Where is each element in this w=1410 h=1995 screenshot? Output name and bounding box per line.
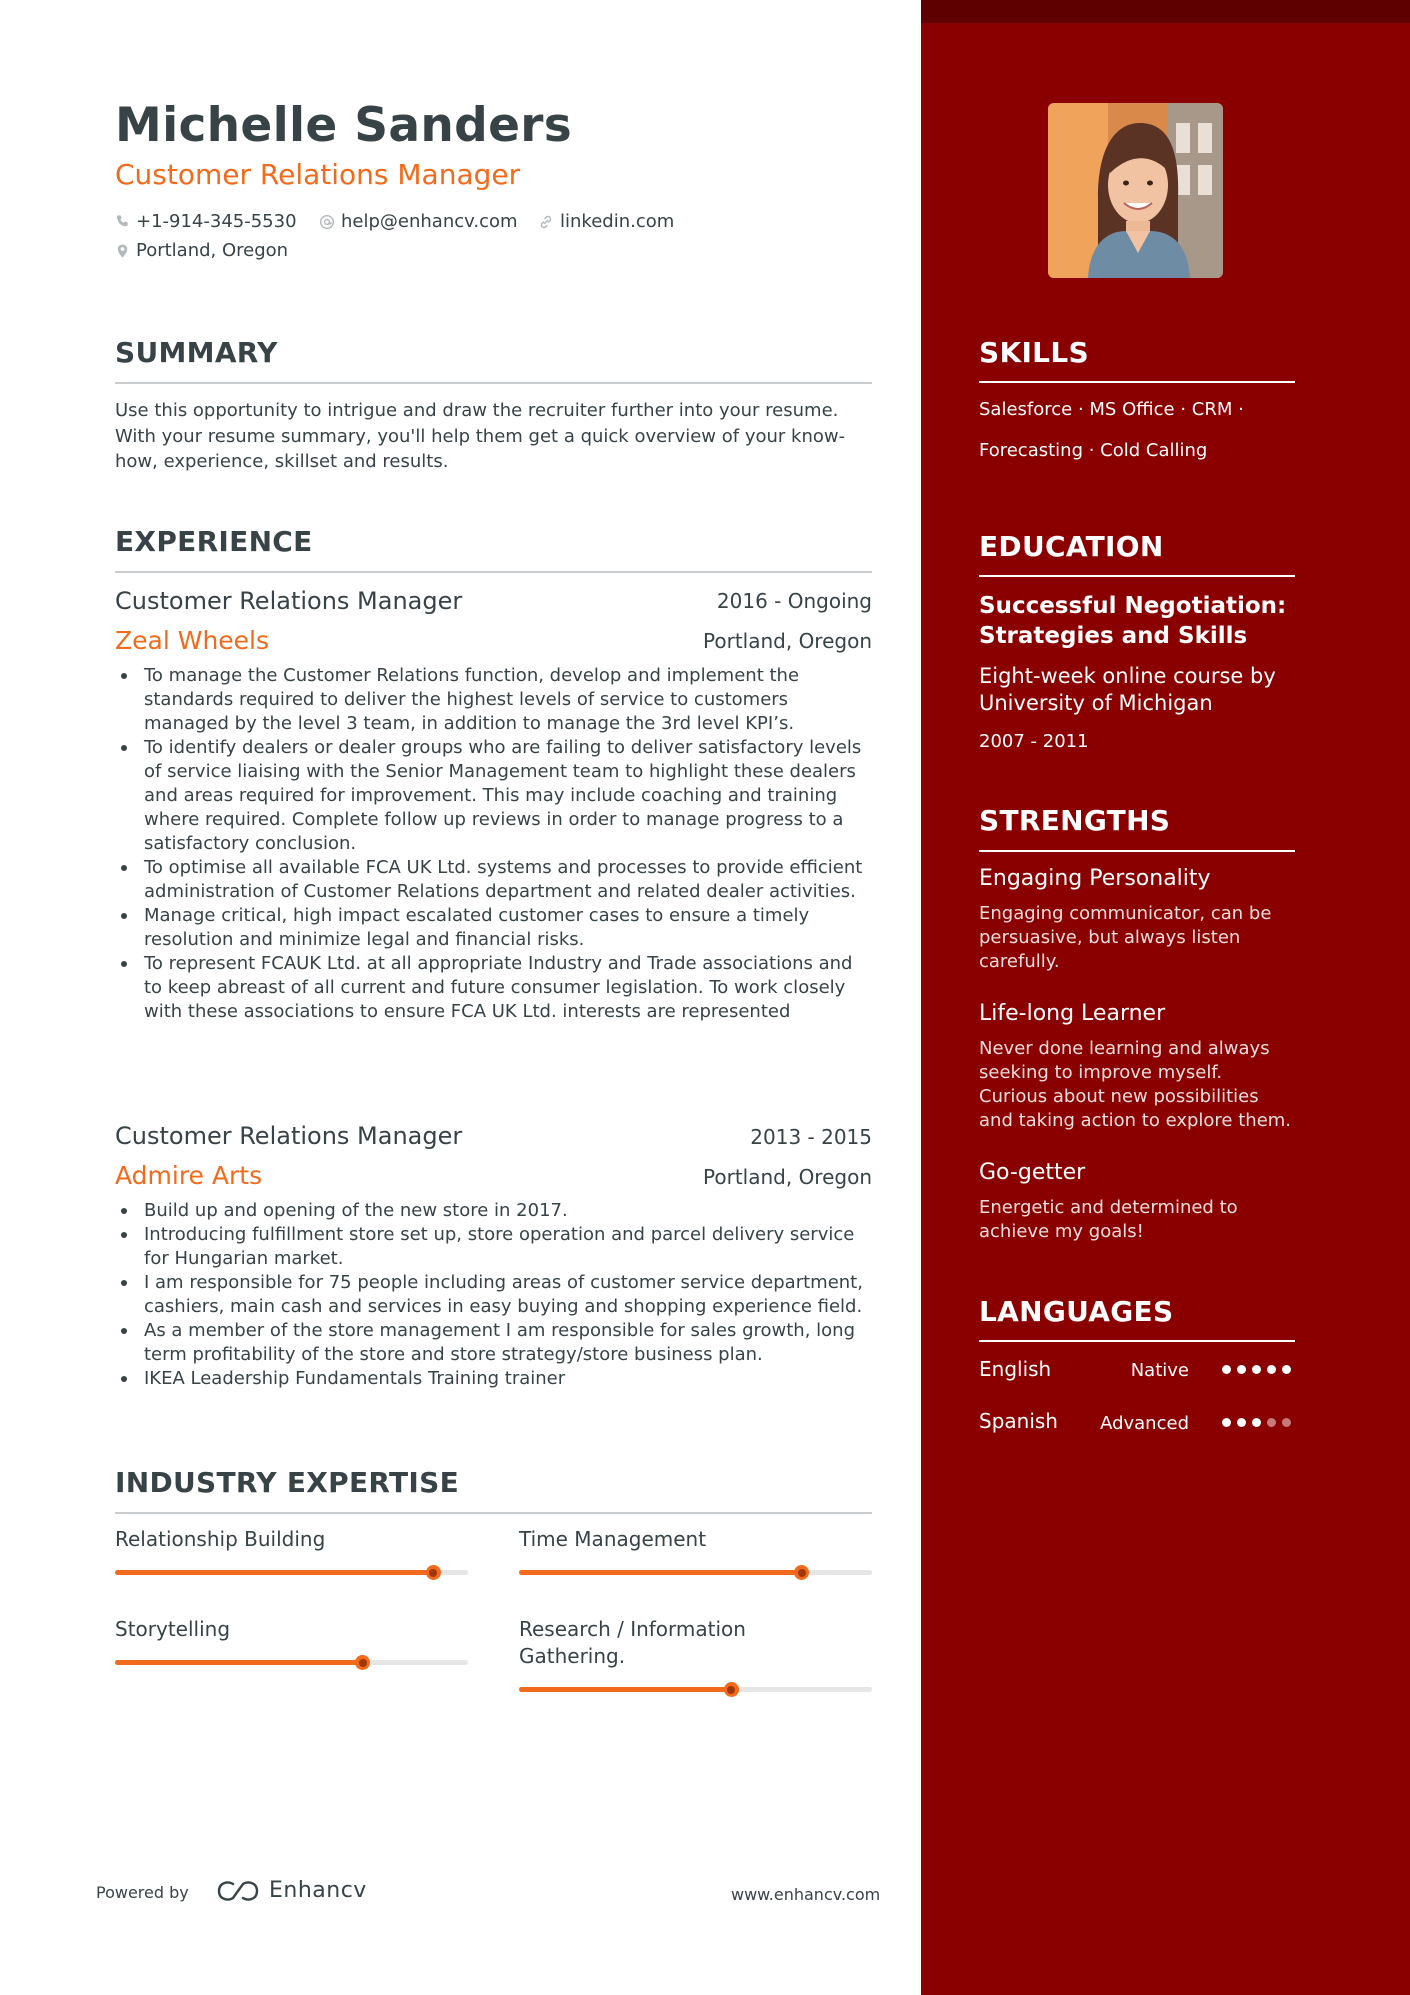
location-pin-icon [115,243,130,259]
rating-dot [1222,1365,1231,1374]
language-name: English [979,1357,1052,1381]
job-title: Customer Relations Manager [115,1122,463,1150]
expertise-bar-knob [426,1565,441,1580]
job-location: Portland, Oregon [703,629,872,653]
language-level: Native [1130,1360,1189,1381]
job-bullet: Manage critical, high impact escalated customer cases to ensure a timely resolution and minimize legal and financial risks. [115,904,872,952]
summary-divider [115,382,872,384]
job-location: Portland, Oregon [703,1165,872,1189]
link-icon [538,214,554,230]
experience-heading: EXPERIENCE [115,525,313,558]
job-bullets [115,1199,872,1391]
strength-name: Life-long Learner [979,1001,1166,1026]
strength-name: Go-getter [979,1160,1086,1185]
skills-divider [979,381,1295,383]
footer-powered-by: Powered by [96,1883,189,1902]
job-bullet: I am responsible for 75 people including areas of customer service department, cashiers, main cash and services in easy buying and shopping experience field. [115,1271,872,1319]
job-bullet: To identify dealers or dealer groups who are failing to deliver satisfactory levels of service liaising with the Senior Management team to highlight these dealers and areas required for improvement. This may include coaching and training where required. Complete follow up reviews in order to manage progress to a satisfactory conclusion. [115,736,872,856]
strength-name: Engaging Personality [979,866,1211,891]
job-title: Customer Relations Manager [115,587,463,615]
experience-divider [115,571,872,573]
expertise-bar [115,1660,468,1665]
phone-text: +1-914-345-5530 [136,211,297,232]
rating-dot [1237,1365,1246,1374]
languages-divider [979,1340,1295,1342]
job-company: Admire Arts [115,1161,263,1190]
education-dates: 2007 - 2011 [979,731,1089,752]
job-bullet: Build up and opening of the new store in 2017. [115,1199,872,1223]
strengths-heading: STRENGTHS [979,804,1171,837]
rating-dot [1252,1418,1261,1427]
rating-dot [1237,1418,1246,1427]
job-bullets [115,664,872,1024]
job-bullet: To manage the Customer Relations function, develop and implement the standards required to deliver the highest levels of service to customers managed by the level 3 team, in addition to manage the 3rd level KPI’s. [115,664,872,736]
rating-dot [1282,1365,1291,1374]
skills-list: Forecasting · Cold Calling [979,440,1208,461]
education-divider [979,575,1295,577]
strength-description: Engaging communicator, can be persuasive, but always listen carefully. [979,903,1272,972]
expertise-bar-knob [355,1655,370,1670]
linkedin-text: linkedin.com [560,211,675,232]
skills-heading: SKILLS [979,336,1089,369]
job-bullet: IKEA Leadership Fundamentals Training trainer [115,1367,872,1391]
job-bullet: Introducing fulfillment store set up, store operation and parcel delivery service for Hungarian market. [115,1223,872,1271]
strengths-divider [979,850,1295,852]
strength-description: Never done learning and always seeking to improve myself. Curious about new possibilities and taking action to explore them. [979,1038,1292,1131]
at-icon [319,214,335,230]
education-heading: EDUCATION [979,530,1164,563]
enhancv-logo-icon [215,1879,261,1903]
phone-contact[interactable] [115,211,297,232]
profile-photo [1048,103,1223,278]
expertise-bar-knob [794,1565,809,1580]
rating-dot [1267,1418,1276,1427]
linkedin-contact[interactable] [538,211,674,232]
rating-dot [1252,1365,1261,1374]
job-bullet: As a member of the store management I am responsible for sales growth, long term profitability of the store and store strategy/store business plan. [115,1319,872,1367]
language-level: Advanced [1100,1413,1189,1434]
expertise-label: Time Management [519,1527,707,1551]
education-title: Successful Negotiation: Strategies and Skills [979,593,1287,649]
expertise-divider [115,1512,872,1514]
language-rating [1222,1365,1297,1374]
location-contact [115,240,288,261]
job-dates: 2016 - Ongoing [716,589,872,613]
phone-icon [115,214,130,229]
footer-website[interactable]: www.enhancv.com [731,1885,881,1904]
candidate-title: Customer Relations Manager [115,158,521,191]
enhancv-logo[interactable] [215,1878,367,1903]
rating-dot [1267,1365,1276,1374]
expertise-label: Storytelling [115,1617,231,1641]
strength-description: Energetic and determined to achieve my goals! [979,1197,1238,1242]
candidate-name: Michelle Sanders [115,98,573,153]
expertise-bar [115,1570,468,1575]
rating-dot [1282,1418,1291,1427]
education-description: Eight-week online course by University of Michigan [979,664,1276,715]
language-rating [1222,1418,1297,1427]
expertise-label: Research / Information Gathering. [519,1617,746,1668]
expertise-label: Relationship Building [115,1527,326,1551]
languages-heading: LANGUAGES [979,1295,1174,1328]
job-bullet: To represent FCAUK Ltd. at all appropriate Industry and Trade associations and to keep abreast of all current and future consumer legislation. To work closely with these associations to ensure FCA UK Ltd. interests are represented [115,952,872,1024]
job-dates: 2013 - 2015 [750,1125,872,1149]
summary-text: Use this opportunity to intrigue and draw the recruiter further into your resume. With your resume summary, you'll help them get a quick overview of your know-how, experience, skillset and results. [115,400,846,472]
expertise-bar-fill [519,1570,801,1575]
expertise-bar [519,1570,872,1575]
skills-list: Salesforce · MS Office · CRM · [979,399,1244,420]
language-name: Spanish [979,1409,1058,1433]
summary-heading: SUMMARY [115,336,278,369]
email-text: help@enhancv.com [341,211,518,232]
job-bullet: To optimise all available FCA UK Ltd. systems and processes to provide efficient administration of Customer Relations department and related dealer activities. [115,856,872,904]
sidebar [921,0,1410,1995]
sidebar-top-bar [921,0,1410,23]
expertise-bar-fill [115,1570,433,1575]
job-company: Zeal Wheels [115,626,270,655]
expertise-heading: INDUSTRY EXPERTISE [115,1466,460,1499]
enhancv-logo-text: Enhancv [269,1878,367,1903]
expertise-bar-knob [724,1682,739,1697]
expertise-bar-fill [115,1660,362,1665]
expertise-bar-fill [519,1687,731,1692]
expertise-bar [519,1687,872,1692]
email-contact[interactable] [319,211,518,232]
location-text: Portland, Oregon [136,240,289,261]
rating-dot [1222,1418,1231,1427]
